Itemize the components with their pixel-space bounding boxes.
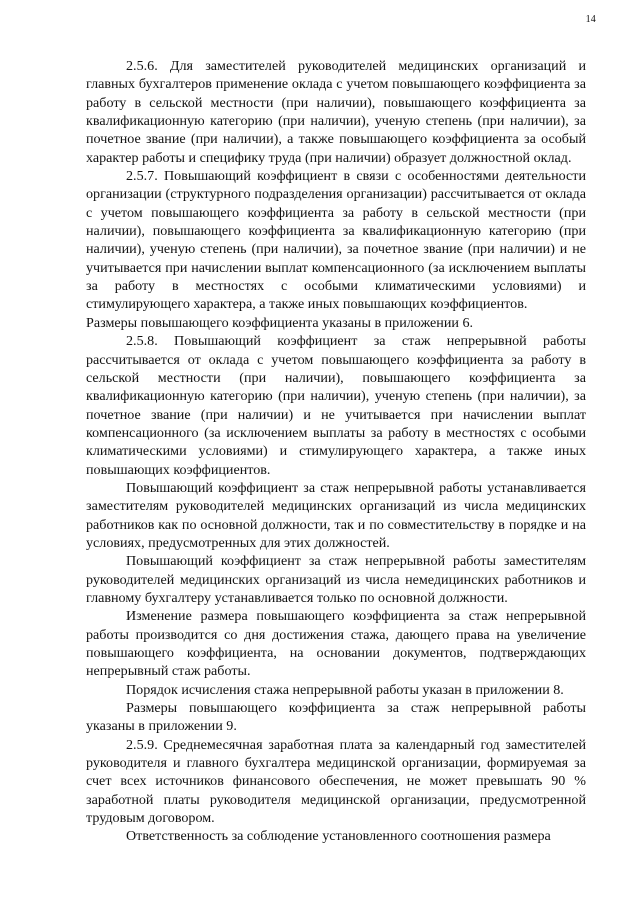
paragraph-seniority-non-medical-staff: Повышающий коэффициент за стаж непрерывной работы заместителям руководителей медицинских организаций из числа немедицинских работников и главному бухгалтеру устанавливается только по основной должности. xyxy=(86,553,586,606)
paragraph-coefficient-sizes-app6: Размеры повышающего коэффициента указаны в приложении 6. xyxy=(86,314,474,331)
paragraph-2-5-7: 2.5.7. Повышающий коэффициент в связи с особенностями деятельности организации (структурного подразделения организации) рассчитывается от оклада с учетом повышающего коэффициента за работу в сельской местности (при наличии), повышающего коэффициента за квалификационную категорию (при наличии), ученую степень (при наличии), за почетное звание (при наличии) и не учитывается при начислении выплат компенсационного (за исключением выплаты за работу в местностях с особыми климатическими условиями) и стимулирующего характера, а также иных повышающих коэффициентов. xyxy=(86,168,586,313)
paragraph-seniority-calculation-app8: Порядок исчисления стажа непрерывной работы указан в приложении 8. xyxy=(126,681,564,698)
document-body xyxy=(86,57,586,846)
paragraph-responsibility-start: Ответственность за соблюдение установленного соотношения размера xyxy=(126,828,551,845)
paragraph-seniority-sizes-app9: Размеры повышающего коэффициента за стаж непрерывной работы указаны в приложении 9. xyxy=(86,700,586,735)
paragraph-seniority-medical-staff: Повышающий коэффициент за стаж непрерывной работы устанавливается заместителям руководителей медицинских организаций из числа медицинских работников как по основной должности, так и по совместительству в порядке и на условиях, предусмотренных для этих должностей. xyxy=(86,479,586,551)
page-number: 14 xyxy=(585,14,596,25)
paragraph-seniority-change: Изменение размера повышающего коэффициента за стаж непрерывной работы производится со дня достижения стажа, дающего права на увеличение повышающего коэффициента, на основании документов, подтверждающих непрерывный стаж работы. xyxy=(86,608,586,680)
paragraph-2-5-8: 2.5.8. Повышающий коэффициент за стаж непрерывной работы рассчитывается от оклада с учетом повышающего коэффициента за работу в сельской местности (при наличии), повышающего коэффициента за квалификационную категорию (при наличии), ученую степень (при наличии), за почетное звание (при наличии) и не учитывается при начислении выплат компенсационного (за исключением выплаты за работу в местностях с особыми климатическими условиями) и стимулирующего характера, а также иных повышающих коэффициентов. xyxy=(86,333,586,478)
paragraph-2-5-9: 2.5.9. Среднемесячная заработная плата за календарный год заместителей руководителя и главного бухгалтера медицинской организации, формируемая за счет всех источников финансового обеспечения, не может превышать 90 % заработной платы руководителя медицинской организации, предусмотренной трудовым договором. xyxy=(86,736,586,827)
paragraph-2-5-6: 2.5.6. Для заместителей руководителей медицинских организаций и главных бухгалтеров применение оклада с учетом повышающего коэффициента за работу в сельской местности (при наличии), повышающего коэффициента за квалификационную категорию (при наличии), ученую степень (при наличии), за почетное звание (при наличии), а также повышающего коэффициента за особый характер работы и специфику труда (при наличии) образует должностной оклад. xyxy=(86,58,586,166)
